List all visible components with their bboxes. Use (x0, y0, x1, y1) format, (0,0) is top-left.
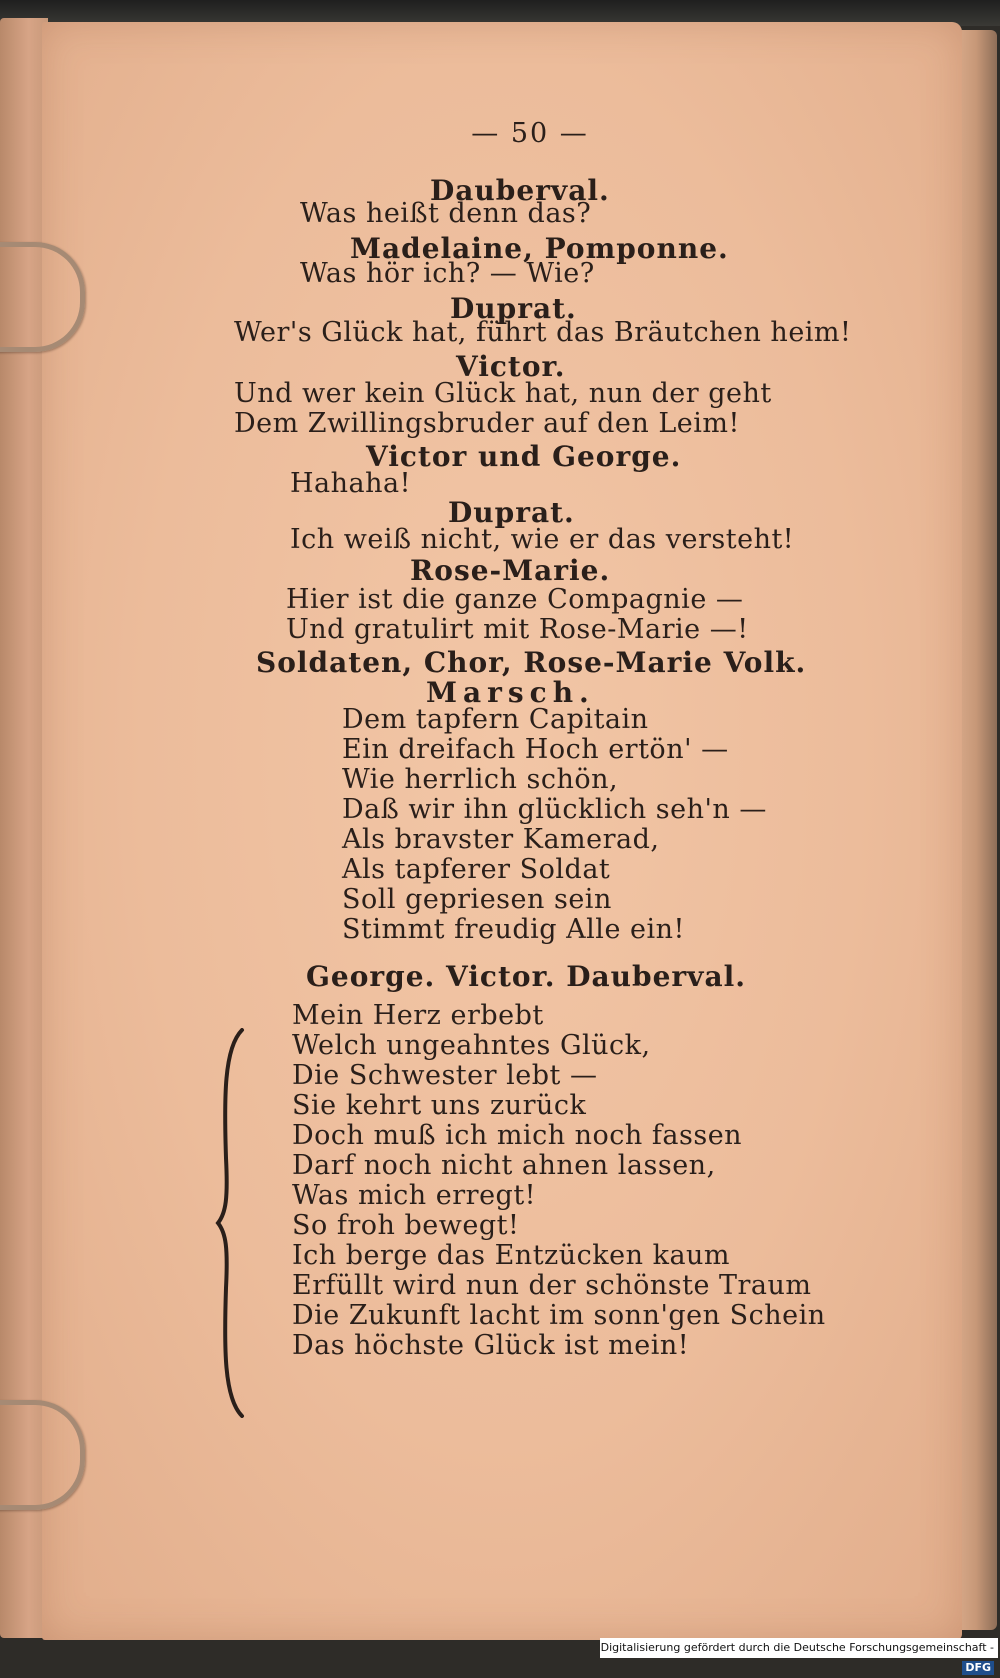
verse-line: Die Zukunft lacht im sonn'gen Schein (292, 1300, 826, 1331)
verse-line: Hier ist die ganze Compagnie — (286, 584, 744, 615)
speaker-duprat: Duprat. (448, 496, 575, 529)
verse-line: Ich berge das Entzücken kaum (292, 1240, 731, 1271)
speaker-duprat: Duprat. (450, 292, 577, 325)
verse-line: Dem tapfern Capitain (342, 704, 649, 735)
verse-line: Stimmt freudig Alle ein! (342, 914, 685, 945)
verse-line: Sie kehrt uns zurück (292, 1090, 587, 1121)
verse-line: Ein dreifach Hoch ertön' — (342, 734, 729, 765)
speaker-madelaine-pomponne: Madelaine, Pomponne. (350, 232, 729, 265)
page-number: — 50 — (471, 118, 589, 149)
verse-line: Welch ungeahntes Glück, (292, 1030, 651, 1061)
speaker-chorus: Soldaten, Chor, Rose-Marie Volk. (256, 646, 807, 679)
speaker-dauberval: Dauberval. (430, 174, 610, 207)
verse-line: Was mich erregt! (292, 1180, 537, 1211)
verse-line: Doch muß ich mich noch fassen (292, 1120, 743, 1151)
verse-line: Erfüllt wird nun der schönste Traum (292, 1270, 812, 1301)
verse-line: So froh bewegt! (292, 1210, 520, 1241)
verse-line: Ich weiß nicht, wie er das versteht! (290, 524, 795, 555)
speaker-victor-george: Victor und George. (366, 440, 682, 473)
curly-brace-icon (214, 1028, 254, 1418)
digitization-credit (600, 1638, 998, 1674)
verse-line: Die Schwester lebt — (292, 1060, 598, 1091)
verse-line: Wie herrlich schön, (342, 764, 619, 795)
verse-line: Darf noch nicht ahnen lassen, (292, 1150, 716, 1181)
verse-line: Mein Herz erbebt (292, 1000, 544, 1031)
dfg-logo: DFG (962, 1661, 994, 1675)
verse-line: Wer's Glück hat, führt das Bräutchen heim! (234, 317, 852, 348)
verse-line: Als tapferer Soldat (342, 854, 611, 885)
speaker-george-victor-dauberval: George. Victor. Dauberval. (306, 960, 746, 993)
verse-line: Hahaha! (290, 468, 411, 499)
speaker-rose-marie: Rose-Marie. (410, 554, 611, 587)
verse-line: Und gratulirt mit Rose-Marie —! (286, 614, 749, 645)
verse-line: Dem Zwillingsbruder auf den Leim! (234, 408, 740, 439)
section-heading-marsch: Marsch. (426, 676, 595, 709)
speaker-victor: Victor. (456, 350, 566, 383)
verse-line: Soll gepriesen sein (342, 884, 612, 915)
credit-text: Digitalisierung gefördert durch die Deutsche Forschungsgemeinschaft - (600, 1641, 994, 1654)
verse-line: Daß wir ihn glücklich seh'n — (342, 794, 767, 825)
verse-line: Als bravster Kamerad, (342, 824, 660, 855)
verse-line: Das höchste Glück ist mein! (292, 1330, 690, 1361)
verse-line: Und wer kein Glück hat, nun der geht (234, 378, 772, 409)
verse-line: Was hör ich? — Wie? (300, 258, 595, 289)
verse-line: Was heißt denn das? (300, 198, 592, 229)
